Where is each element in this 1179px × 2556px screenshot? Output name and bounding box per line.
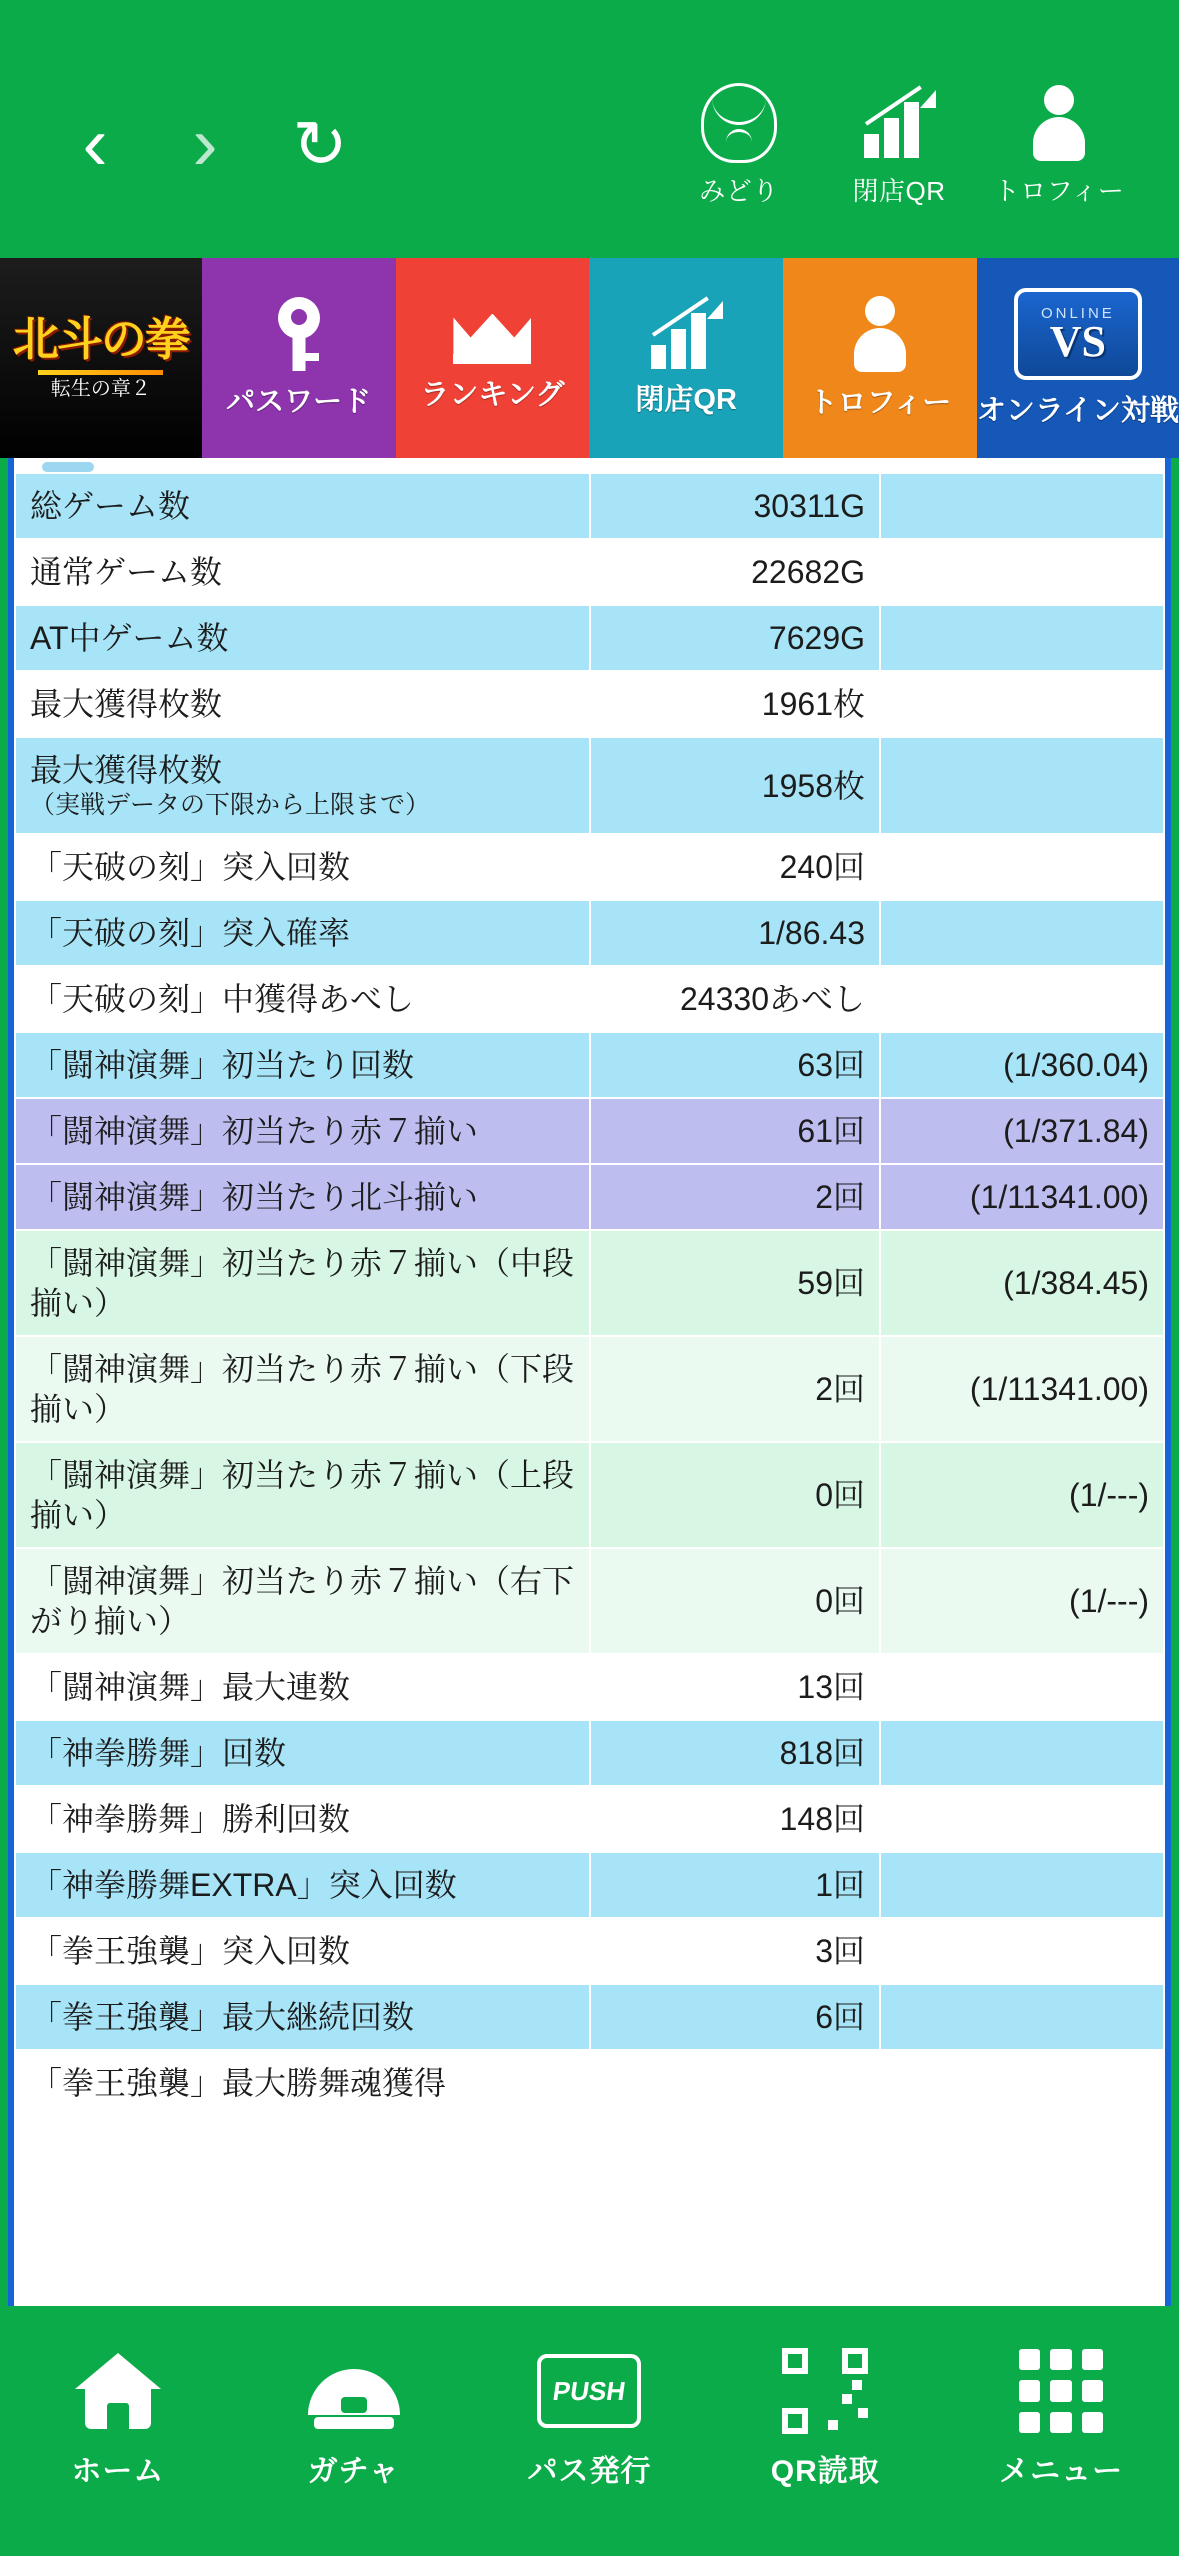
row-label: 「神拳勝舞EXTRA」突入回数 [15,1852,590,1918]
row-label: 「闘神演舞」最大連数 [15,1654,590,1720]
bottom-item-qr-scan[interactable] [725,2344,925,2490]
tab-trophy[interactable] [783,258,977,458]
push-pass-icon [537,2344,641,2438]
row-value: 2回 [590,1336,880,1442]
row-aux-value [880,1852,1164,1918]
table-row [15,1786,1164,1852]
grid-menu-icon [1019,2344,1103,2438]
table-row [15,1336,1164,1442]
row-label: 「闘神演舞」初当たり赤７揃い（右下がり揃い） [15,1548,590,1654]
table-row [15,1918,1164,1984]
row-value: 0回 [590,1442,880,1548]
row-label: 「拳王強襲」突入回数 [15,1918,590,1984]
table-row [15,1230,1164,1336]
bottom-item-menu[interactable] [961,2344,1161,2490]
table-row [15,1442,1164,1548]
tab-online-vs-label: オンライン対戦 [976,394,1179,427]
row-label: 「闘神演舞」初当たり赤７揃い（中段揃い） [15,1230,590,1336]
chart-qr-icon [862,81,936,165]
top-item-avatar[interactable] [659,81,819,208]
row-value: 13回 [590,1654,880,1720]
bottom-item-home[interactable] [18,2344,218,2490]
top-item-trophy[interactable] [979,81,1139,208]
row-value [590,2050,880,2116]
row-value: 240回 [590,834,880,900]
row-value: 1958枚 [590,737,880,834]
row-aux-value: (1/---) [880,1442,1164,1548]
table-row [15,966,1164,1032]
bottom-item-gacha-label: ガチャ [307,2455,400,2488]
tab-password-label: パスワード [226,385,372,418]
row-label: 「天破の刻」突入回数 [15,834,590,900]
row-value: 6回 [590,1984,880,2050]
row-aux-value [880,473,1164,539]
row-aux-value [880,737,1164,834]
bottom-item-qr-scan-label: QR読取 [770,2455,880,2488]
tab-trophy-label: トロフィー [808,386,952,419]
table-row [15,834,1164,900]
row-aux-value [880,2050,1164,2116]
table-row [15,539,1164,605]
row-aux-value [880,900,1164,966]
category-tab-strip [0,258,1179,458]
forward-icon[interactable]: › [192,101,218,186]
stats-scroll-area[interactable] [8,458,1171,2306]
tab-online-vs[interactable] [977,258,1179,458]
reload-icon[interactable]: ↻ [292,107,348,181]
tab-closing-qr-label: 閉店QR [635,383,737,416]
browser-top-bar [0,0,1179,258]
chart-qr-icon [649,299,723,369]
row-aux-value: (1/371.84) [880,1098,1164,1164]
key-icon [275,297,323,371]
row-aux-value [880,966,1164,1032]
top-item-closing-qr-label: 閉店QR [852,175,946,206]
row-value: 1回 [590,1852,880,1918]
bottom-item-pass-issue[interactable] [489,2344,689,2490]
table-row [15,1654,1164,1720]
row-aux-value [880,539,1164,605]
trophy-person-icon [1029,81,1089,165]
gacha-icon [308,2344,400,2438]
row-aux-value [880,671,1164,737]
push-badge-label: PUSH [551,2375,628,2406]
row-aux-value: (1/---) [880,1548,1164,1654]
row-aux-value [880,1654,1164,1720]
tab-game-logo[interactable] [0,258,202,458]
row-value: 59回 [590,1230,880,1336]
row-label: 「闘神演舞」初当たり赤７揃い [15,1098,590,1164]
row-value: 2回 [590,1164,880,1230]
table-row [15,900,1164,966]
row-aux-value [880,1984,1164,2050]
row-label: 「神拳勝舞」回数 [15,1720,590,1786]
table-row [15,737,1164,834]
row-label: 「拳王強襲」最大勝舞魂獲得 [15,2050,590,2116]
table-row [15,1032,1164,1098]
avatar-icon [701,81,777,165]
row-value: 818回 [590,1720,880,1786]
table-row [15,605,1164,671]
row-label: 「闘神演舞」初当たり北斗揃い [15,1164,590,1230]
row-value: 63回 [590,1032,880,1098]
row-value: 148回 [590,1786,880,1852]
trophy-person-icon [850,296,910,372]
top-item-closing-qr[interactable] [819,81,979,208]
scroll-indicator [42,462,94,472]
row-label: 最大獲得枚数 （実戦データの下限から上限まで） [15,737,590,834]
row-aux-value [880,1918,1164,1984]
stats-table-body [15,473,1164,2116]
vs-badge-top-label: ONLINE [1040,305,1115,323]
row-aux-value [880,834,1164,900]
top-item-trophy-label: トロフィー [993,175,1125,206]
row-label: 「闘神演舞」初当たり回数 [15,1032,590,1098]
vs-badge-label: VS [1049,317,1107,367]
crown-icon [453,304,531,364]
row-value: 0回 [590,1548,880,1654]
row-aux-value [880,1720,1164,1786]
row-label-sub: （実戦データの下限から上限まで） [30,791,431,819]
row-value: 3回 [590,1918,880,1984]
tab-password[interactable] [202,258,396,458]
row-label: 最大獲得枚数 [15,671,590,737]
table-row [15,2050,1164,2116]
bottom-tab-bar [0,2306,1179,2556]
bottom-item-gacha[interactable] [254,2344,454,2490]
table-row [15,1164,1164,1230]
row-value: 1961枚 [590,671,880,737]
stats-table [14,472,1165,2117]
home-icon [75,2344,161,2438]
bottom-item-pass-issue-label: パス発行 [527,2455,652,2488]
row-label: AT中ゲーム数 [15,605,590,671]
row-aux-value [880,605,1164,671]
table-row [15,1984,1164,2050]
bottom-item-home-label: ホーム [71,2455,165,2488]
row-aux-value: (1/11341.00) [880,1336,1164,1442]
bottom-item-menu-label: メニュー [999,2455,1124,2488]
table-row [15,1720,1164,1786]
row-label: 「拳王強襲」最大継続回数 [15,1984,590,2050]
table-row [15,1548,1164,1654]
row-label: 「闘神演舞」初当たり赤７揃い（下段揃い） [15,1336,590,1442]
game-logo-subtitle: 転生の章２ [50,377,151,400]
back-icon[interactable]: ‹ [82,101,108,186]
row-label: 「天破の刻」突入確率 [15,900,590,966]
row-aux-value: (1/11341.00) [880,1164,1164,1230]
row-value: 22682G [590,539,880,605]
qr-scan-icon [782,2344,868,2438]
row-value: 24330あべし [590,966,880,1032]
row-label: 通常ゲーム数 [15,539,590,605]
row-label: 総ゲーム数 [15,473,590,539]
row-label: 「天破の刻」中獲得あべし [15,966,590,1032]
table-row [15,1852,1164,1918]
row-value: 1/86.43 [590,900,880,966]
tab-closing-qr[interactable] [589,258,783,458]
row-value: 7629G [590,605,880,671]
row-aux-value: (1/360.04) [880,1032,1164,1098]
row-label: 「神拳勝舞」勝利回数 [15,1786,590,1852]
row-aux-value [880,1786,1164,1852]
row-value: 61回 [590,1098,880,1164]
row-label: 「闘神演舞」初当たり赤７揃い（上段揃い） [15,1442,590,1548]
tab-ranking-label: ランキング [420,378,565,411]
row-aux-value: (1/384.45) [880,1230,1164,1336]
table-row [15,671,1164,737]
top-item-avatar-label: みどり [699,175,779,206]
vs-badge-icon [1014,288,1142,380]
tab-ranking[interactable] [396,258,590,458]
game-logo-bar [38,370,163,375]
table-row [15,473,1164,539]
table-row [15,1098,1164,1164]
row-value: 30311G [590,473,880,539]
game-logo-title: 北斗の拳 [12,314,189,366]
game-logo [12,316,190,399]
